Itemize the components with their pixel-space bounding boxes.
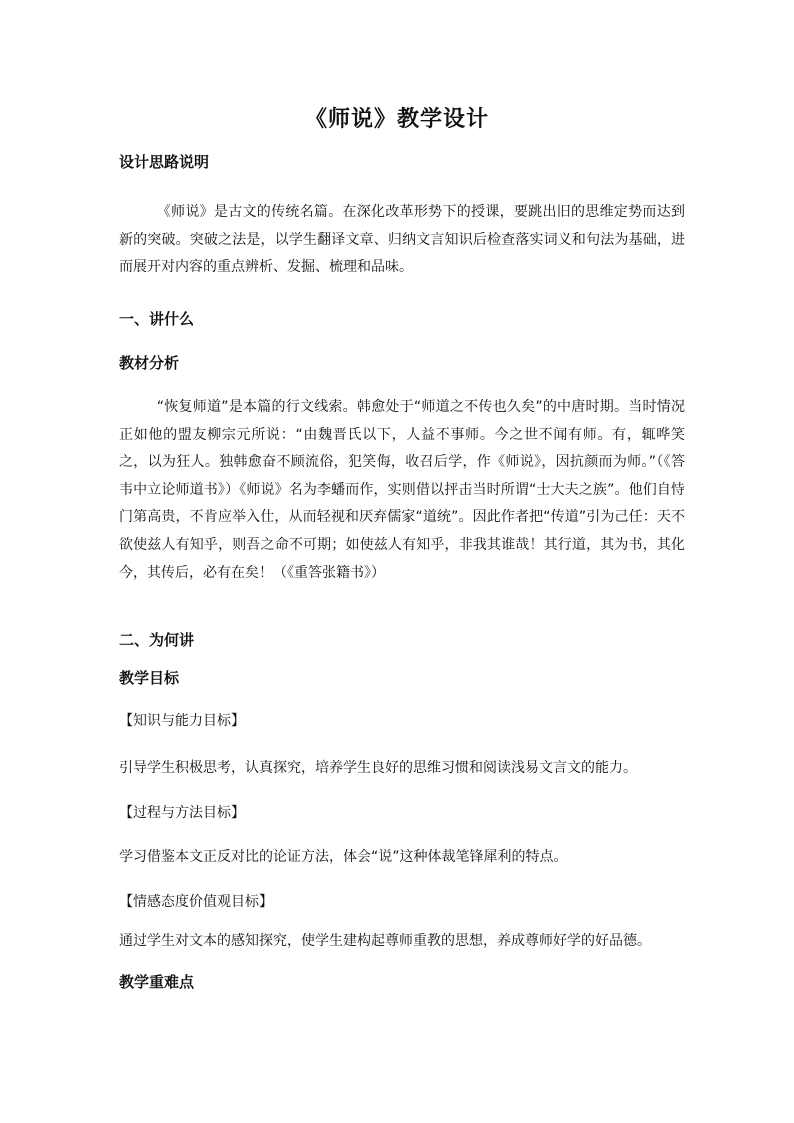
analysis-paragraph: “恢复师道”是本篇的行文线索。韩愈处于“师道之不传也久矣”的中唐时期。当时情况正如他的盟友柳宗元所说：“由魏晋氏以下，人益不事师。今之世不闻有师。有，辄哗笑之，以为狂人。独韩愈奋不顾流俗，犯笑侮，收召后学，作《师说》，因抗颜而为师。”（《答韦中立论师道书》）《师说》名为李蟠而作，实则借以抨击当时所谓“士大夫之族”。他们自恃门第高贵，不肯应举入仕，从而轻视和厌弃儒家“道统”。因此作者把“传道”引为己任：天不欲使兹人有知乎，则吾之命不可期；如使兹人有知乎，非我其谁哉！其行道，其为书，其化今，其传后，必有在矣！（《重答张籍书》）	[119, 399, 685, 581]
key-points-heading: 教学重难点	[119, 973, 195, 991]
emotion-goal-text: 通过学生对文本的感知探究，使学生建构起尊师重教的思想，养成尊师好学的好品德。	[119, 933, 651, 949]
process-goal-label: 【过程与方法目标】	[119, 805, 245, 821]
knowledge-goal-label: 【知识与能力目标】	[119, 713, 245, 729]
document-title: 《师说》教学设计	[304, 107, 489, 132]
knowledge-goal-text: 引导学生积极思考，认真探究，培养学生良好的思维习惯和阅读浅易文言文的能力。	[119, 760, 637, 776]
teaching-goals-heading: 教学目标	[119, 669, 180, 687]
emotion-goal-label: 【情感态度价值观目标】	[119, 894, 273, 910]
design-heading: 设计思路说明	[119, 153, 210, 171]
textbook-analysis-heading: 教材分析	[119, 354, 180, 372]
design-paragraph: 《师说》是古文的传统名篇。在深化改革形势下的授课，要跳出旧的思维定势而达到新的突破。突破之法是，以学生翻译文章、归纳文言知识后检查落实词义和句法为基础，进而展开对内容的重点辨析、发掘、梳理和品味。	[119, 204, 685, 276]
process-goal-text: 学习借鉴本文正反对比的论证方法，体会“说”这种体裁笔锋犀利的特点。	[119, 849, 568, 865]
section-two-heading: 二、为何讲	[119, 631, 195, 649]
section-one-heading: 一、讲什么	[119, 310, 195, 328]
